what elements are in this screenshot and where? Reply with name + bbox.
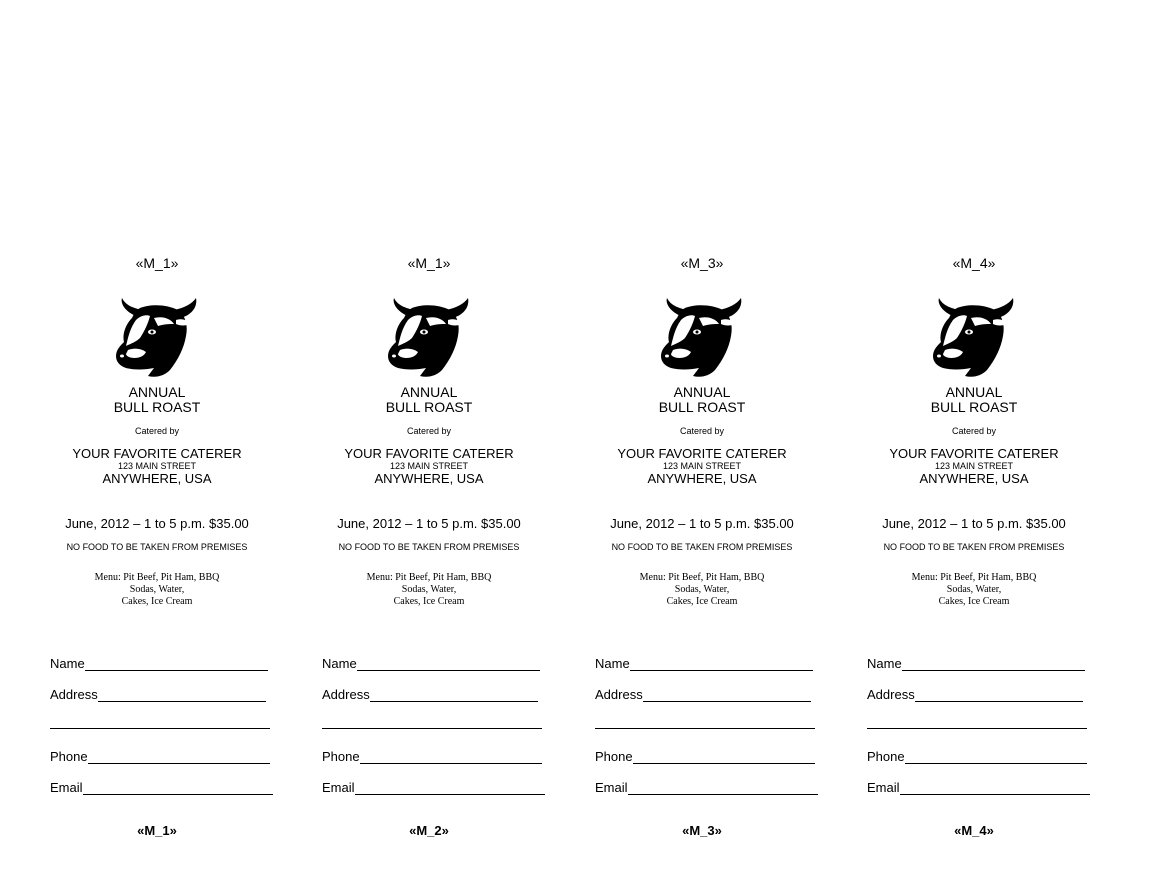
date-price: June, 2012 – 1 to 5 p.m. $35.00 bbox=[337, 516, 521, 531]
address-label: Address bbox=[867, 687, 915, 702]
event-title-line1: ANNUAL bbox=[400, 384, 458, 400]
no-food-notice: NO FOOD TO BE TAKEN FROM PREMISES bbox=[611, 542, 793, 552]
phone-label: Phone bbox=[595, 749, 633, 764]
menu-line2: Sodas, Water, bbox=[401, 584, 457, 595]
event-title-line1: ANNUAL bbox=[673, 384, 731, 400]
caterer-name: YOUR FAVORITE CATERER bbox=[344, 446, 514, 461]
caterer-city: ANYWHERE, USA bbox=[102, 471, 212, 486]
address-field[interactable] bbox=[322, 684, 538, 702]
event-title bbox=[50, 385, 264, 415]
caterer-city: ANYWHERE, USA bbox=[647, 471, 757, 486]
name-label: Name bbox=[322, 656, 357, 671]
phone-label: Phone bbox=[867, 749, 905, 764]
phone-line[interactable] bbox=[360, 749, 542, 764]
phone-field[interactable] bbox=[595, 746, 815, 764]
caterer-name: YOUR FAVORITE CATERER bbox=[889, 446, 1059, 461]
event-title-line2: BULL ROAST bbox=[113, 399, 201, 415]
phone-line[interactable] bbox=[905, 749, 1087, 764]
address-line[interactable] bbox=[370, 687, 538, 702]
name-line[interactable] bbox=[902, 656, 1085, 671]
name-field[interactable] bbox=[867, 653, 1085, 671]
address-field[interactable] bbox=[867, 684, 1083, 702]
menu bbox=[595, 572, 809, 608]
event-title-line1: ANNUAL bbox=[945, 384, 1003, 400]
ticket-bottom-code: «M_2» bbox=[409, 823, 449, 838]
address-line-2[interactable] bbox=[595, 728, 815, 729]
name-line[interactable] bbox=[630, 656, 813, 671]
phone-label: Phone bbox=[322, 749, 360, 764]
menu-line3: Cakes, Ice Cream bbox=[666, 596, 738, 607]
bull-head-icon bbox=[659, 298, 743, 378]
phone-line[interactable] bbox=[88, 749, 270, 764]
address-line-2[interactable] bbox=[322, 728, 542, 729]
menu bbox=[50, 572, 264, 608]
address-label: Address bbox=[595, 687, 643, 702]
name-field[interactable] bbox=[322, 653, 540, 671]
bull-head-icon bbox=[114, 298, 198, 378]
event-title bbox=[322, 385, 536, 415]
email-label: Email bbox=[867, 780, 900, 795]
event-title-line2: BULL ROAST bbox=[930, 399, 1018, 415]
name-field[interactable] bbox=[595, 653, 813, 671]
name-line[interactable] bbox=[357, 656, 540, 671]
menu-line3: Cakes, Ice Cream bbox=[938, 596, 1010, 607]
name-field[interactable] bbox=[50, 653, 268, 671]
caterer-name: YOUR FAVORITE CATERER bbox=[617, 446, 787, 461]
name-line[interactable] bbox=[85, 656, 268, 671]
catered-by-label: Catered by bbox=[406, 426, 452, 436]
ticket-top-code: «M_1» bbox=[407, 255, 451, 271]
catered-by-label: Catered by bbox=[951, 426, 997, 436]
menu-line3: Cakes, Ice Cream bbox=[121, 596, 193, 607]
address-line[interactable] bbox=[643, 687, 811, 702]
no-food-notice: NO FOOD TO BE TAKEN FROM PREMISES bbox=[66, 542, 248, 552]
name-label: Name bbox=[595, 656, 630, 671]
email-field[interactable] bbox=[867, 777, 1090, 795]
email-line[interactable] bbox=[83, 780, 273, 795]
caterer-city: ANYWHERE, USA bbox=[919, 471, 1029, 486]
date-price: June, 2012 – 1 to 5 p.m. $35.00 bbox=[610, 516, 794, 531]
caterer-street: 123 MAIN STREET bbox=[662, 461, 742, 471]
bull-head-icon bbox=[386, 298, 470, 378]
email-field[interactable] bbox=[595, 777, 818, 795]
address-label: Address bbox=[50, 687, 98, 702]
menu bbox=[867, 572, 1081, 608]
caterer-street: 123 MAIN STREET bbox=[389, 461, 469, 471]
event-title bbox=[867, 385, 1081, 415]
name-label: Name bbox=[50, 656, 85, 671]
caterer-name: YOUR FAVORITE CATERER bbox=[72, 446, 242, 461]
menu-line1: Menu: Pit Beef, Pit Ham, BBQ bbox=[366, 572, 492, 583]
menu-line2: Sodas, Water, bbox=[674, 584, 730, 595]
bull-head-icon bbox=[931, 298, 1015, 378]
date-price: June, 2012 – 1 to 5 p.m. $35.00 bbox=[882, 516, 1066, 531]
address-field[interactable] bbox=[595, 684, 811, 702]
email-label: Email bbox=[595, 780, 628, 795]
no-food-notice: NO FOOD TO BE TAKEN FROM PREMISES bbox=[883, 542, 1065, 552]
ticket-bottom-code: «M_1» bbox=[137, 823, 177, 838]
menu-line2: Sodas, Water, bbox=[129, 584, 185, 595]
address-field[interactable] bbox=[50, 684, 266, 702]
caterer-city: ANYWHERE, USA bbox=[374, 471, 484, 486]
no-food-notice: NO FOOD TO BE TAKEN FROM PREMISES bbox=[338, 542, 520, 552]
ticket-1 bbox=[50, 250, 310, 850]
phone-field[interactable] bbox=[50, 746, 270, 764]
ticket-2 bbox=[322, 250, 582, 850]
date-price: June, 2012 – 1 to 5 p.m. $35.00 bbox=[65, 516, 249, 531]
ticket-3 bbox=[595, 250, 855, 850]
menu-line2: Sodas, Water, bbox=[946, 584, 1002, 595]
menu-line1: Menu: Pit Beef, Pit Ham, BBQ bbox=[94, 572, 220, 583]
menu-line3: Cakes, Ice Cream bbox=[393, 596, 465, 607]
address-line-2[interactable] bbox=[50, 728, 270, 729]
phone-line[interactable] bbox=[633, 749, 815, 764]
ticket-bottom-code: «M_4» bbox=[954, 823, 994, 838]
caterer-street: 123 MAIN STREET bbox=[934, 461, 1014, 471]
caterer-street: 123 MAIN STREET bbox=[117, 461, 197, 471]
email-line[interactable] bbox=[900, 780, 1090, 795]
event-title bbox=[595, 385, 809, 415]
phone-label: Phone bbox=[50, 749, 88, 764]
ticket-top-code: «M_4» bbox=[952, 255, 996, 271]
event-title-line2: BULL ROAST bbox=[658, 399, 746, 415]
address-line[interactable] bbox=[915, 687, 1083, 702]
email-line[interactable] bbox=[355, 780, 545, 795]
ticket-top-code: «M_1» bbox=[135, 255, 179, 271]
event-title-line2: BULL ROAST bbox=[385, 399, 473, 415]
ticket-4 bbox=[867, 250, 1127, 850]
menu bbox=[322, 572, 536, 608]
address-line[interactable] bbox=[98, 687, 266, 702]
catered-by-label: Catered by bbox=[679, 426, 725, 436]
email-line[interactable] bbox=[628, 780, 818, 795]
email-label: Email bbox=[322, 780, 355, 795]
phone-field[interactable] bbox=[322, 746, 542, 764]
event-title-line1: ANNUAL bbox=[128, 384, 186, 400]
catered-by-label: Catered by bbox=[134, 426, 180, 436]
phone-field[interactable] bbox=[867, 746, 1087, 764]
email-field[interactable] bbox=[50, 777, 273, 795]
ticket-top-code: «M_3» bbox=[680, 255, 724, 271]
menu-line1: Menu: Pit Beef, Pit Ham, BBQ bbox=[911, 572, 1037, 583]
address-label: Address bbox=[322, 687, 370, 702]
menu-line1: Menu: Pit Beef, Pit Ham, BBQ bbox=[639, 572, 765, 583]
email-field[interactable] bbox=[322, 777, 545, 795]
name-label: Name bbox=[867, 656, 902, 671]
ticket-bottom-code: «M_3» bbox=[682, 823, 722, 838]
address-line-2[interactable] bbox=[867, 728, 1087, 729]
email-label: Email bbox=[50, 780, 83, 795]
